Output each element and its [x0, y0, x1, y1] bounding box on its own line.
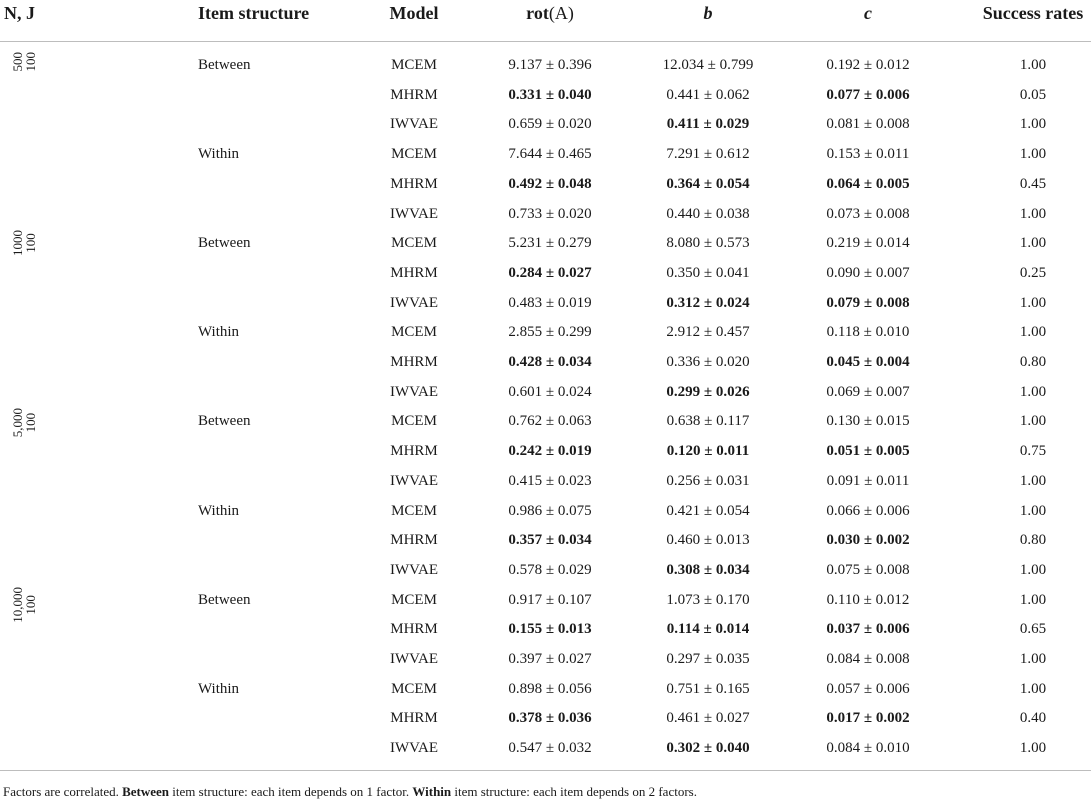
- table-row: [0, 466, 1091, 496]
- model-cell-text: IWVAE: [389, 651, 439, 667]
- rot-cell-text: 0.492 ± 0.048: [508, 175, 592, 192]
- success-rate-cell-text: 1.00: [1019, 205, 1047, 222]
- nj-n-value: 5,000: [10, 408, 25, 438]
- item-structure-cell: [198, 674, 239, 704]
- rot-cell-text: 0.601 ± 0.024: [508, 383, 592, 400]
- success-rate-cell-text: 1.00: [1019, 57, 1047, 73]
- success-rate-cell-text: 0.45: [1019, 175, 1047, 192]
- item-structure-cell: [198, 228, 250, 258]
- b-cell-text: 1.073 ± 0.170: [666, 591, 750, 608]
- table-row: [0, 199, 1091, 229]
- model-cell-text: MHRM: [390, 86, 438, 103]
- success-rate-cell-text: 0.80: [1019, 354, 1047, 370]
- model-cell-text: MHRM: [390, 354, 438, 370]
- table-row: [0, 377, 1091, 407]
- b-cell-text: 0.114 ± 0.014: [666, 621, 750, 638]
- table-footnote: [3, 784, 697, 800]
- success-rate-cell-text: 1.00: [1019, 413, 1047, 430]
- model-cell-text: IWVAE: [389, 116, 439, 133]
- item-structure-cell-text: Between: [198, 57, 251, 73]
- b-cell-text: 0.440 ± 0.038: [666, 205, 750, 222]
- nj-n-value: 1000: [10, 230, 25, 257]
- model-cell-text: IWVAE: [389, 383, 439, 400]
- table-row: [0, 496, 1091, 526]
- c-cell-text: 0.017 ± 0.002: [826, 710, 910, 727]
- header-c: c: [864, 3, 872, 23]
- success-rate-cell-text: 1.00: [1019, 591, 1047, 608]
- model-cell-text: IWVAE: [389, 740, 439, 757]
- c-cell-text: 0.084 ± 0.010: [826, 740, 910, 757]
- rot-cell-text: 5.231 ± 0.279: [508, 235, 592, 252]
- success-rate-cell-text: 1.00: [1019, 116, 1047, 133]
- item-structure-cell: [198, 585, 250, 615]
- model-cell-text: MHRM: [390, 710, 438, 727]
- c-cell-text: 0.064 ± 0.005: [826, 175, 910, 192]
- success-rate-cell-text: 1.00: [1019, 294, 1047, 311]
- c-cell-text: 0.030 ± 0.002: [826, 532, 910, 549]
- c-cell-text: 0.219 ± 0.014: [826, 235, 910, 252]
- table-row: [0, 50, 1091, 80]
- b-cell-text: 0.336 ± 0.020: [666, 354, 750, 370]
- footnote-part-3: item structure: each item depends on 2 factors.: [451, 784, 697, 799]
- nj-j-value: 100: [23, 233, 38, 253]
- table-row: [0, 733, 1091, 763]
- rot-cell-text: 0.578 ± 0.029: [508, 561, 592, 578]
- success-rate-cell-text: 1.00: [1019, 472, 1047, 489]
- rot-cell-text: 0.378 ± 0.036: [508, 710, 592, 727]
- table-row: [0, 406, 1091, 436]
- model-cell-text: IWVAE: [389, 294, 439, 311]
- rot-cell-text: 0.357 ± 0.034: [508, 532, 592, 549]
- rot-cell-text: 0.331 ± 0.040: [508, 86, 592, 103]
- b-cell-text: 0.308 ± 0.034: [666, 561, 750, 578]
- table-row: [0, 644, 1091, 674]
- rot-cell-text: 0.483 ± 0.019: [508, 294, 592, 311]
- model-cell-text: MHRM: [390, 621, 438, 638]
- footnote-within: Within: [412, 784, 452, 799]
- header-rot-bold: rot: [526, 3, 549, 23]
- item-structure-cell-text: Between: [198, 591, 251, 608]
- rot-cell-text: 0.762 ± 0.063: [508, 413, 592, 430]
- header-divider: [0, 41, 1091, 42]
- c-cell-text: 0.118 ± 0.010: [826, 324, 910, 341]
- rot-cell-text: 2.855 ± 0.299: [508, 324, 592, 341]
- success-rate-cell-text: 1.00: [1019, 502, 1047, 519]
- b-cell-text: 0.302 ± 0.040: [666, 740, 750, 757]
- success-rate-cell-text: 0.65: [1019, 621, 1047, 638]
- model-cell-text: MCEM: [391, 57, 437, 73]
- model-cell-text: MCEM: [391, 324, 437, 341]
- b-cell-text: 0.297 ± 0.035: [666, 651, 750, 667]
- model-cell-text: MHRM: [390, 532, 438, 549]
- item-structure-cell-text: Within: [198, 680, 240, 697]
- b-cell-text: 0.350 ± 0.041: [666, 264, 750, 281]
- item-structure-cell-text: Within: [198, 324, 240, 341]
- rot-cell-text: 0.428 ± 0.034: [508, 354, 592, 370]
- nj-j-value: 100: [23, 594, 38, 615]
- c-cell-text: 0.037 ± 0.006: [826, 621, 910, 638]
- model-cell-text: IWVAE: [389, 472, 439, 489]
- c-cell-text: 0.073 ± 0.008: [826, 205, 910, 222]
- footnote-part-1: Factors are correlated.: [3, 784, 123, 799]
- nj-j-value: 100: [23, 52, 38, 72]
- nj-n-value: 10,000: [10, 586, 25, 623]
- success-rate-cell-text: 1.00: [1019, 324, 1047, 341]
- c-cell-text: 0.051 ± 0.005: [826, 443, 910, 460]
- header-rot-suffix: (A): [548, 3, 574, 23]
- table-row: [0, 674, 1091, 704]
- header-b: b: [703, 3, 713, 23]
- rot-cell-text: 0.659 ± 0.020: [508, 116, 592, 133]
- success-rate-cell-text: 1.00: [1019, 235, 1047, 252]
- success-rate-cell-text: 0.40: [1019, 710, 1047, 727]
- c-cell-text: 0.075 ± 0.008: [826, 561, 910, 578]
- success-rate-cell-text: 1.00: [1019, 740, 1047, 757]
- b-cell-text: 0.421 ± 0.054: [666, 502, 750, 519]
- rot-cell-text: 0.415 ± 0.023: [508, 472, 592, 489]
- item-structure-cell-text: Between: [198, 413, 251, 430]
- model-cell-text: MCEM: [391, 502, 437, 519]
- table-row: [0, 109, 1091, 139]
- rot-cell-text: 0.986 ± 0.075: [508, 502, 592, 519]
- b-cell-text: 7.291 ± 0.612: [666, 146, 750, 163]
- model-cell-text: MHRM: [390, 175, 438, 192]
- nj-n-value: 500: [10, 52, 25, 72]
- b-cell-text: 0.256 ± 0.031: [666, 472, 750, 489]
- success-rate-cell-text: 1.00: [1019, 383, 1047, 400]
- table-row: [0, 80, 1091, 110]
- c-cell-text: 0.079 ± 0.008: [826, 294, 910, 311]
- rot-cell-text: 0.917 ± 0.107: [508, 591, 592, 608]
- c-cell-text: 0.090 ± 0.007: [826, 264, 910, 281]
- rot-cell-text: 0.284 ± 0.027: [508, 264, 592, 281]
- table-row: [0, 525, 1091, 555]
- item-structure-cell: [198, 496, 239, 526]
- success-rate-cell-text: 1.00: [1019, 146, 1047, 163]
- table-row: [0, 614, 1091, 644]
- item-structure-cell: [198, 317, 239, 347]
- c-cell-text: 0.084 ± 0.008: [826, 651, 910, 667]
- success-rate-cell-text: 1.00: [1019, 651, 1047, 667]
- item-structure-cell-text: Between: [198, 235, 251, 252]
- table-row: [0, 555, 1091, 585]
- rot-cell-text: 9.137 ± 0.396: [508, 57, 592, 73]
- c-cell-text: 0.091 ± 0.011: [826, 472, 910, 489]
- model-cell-text: MCEM: [391, 235, 437, 252]
- b-cell-text: 0.460 ± 0.013: [666, 532, 750, 549]
- success-rate-cell-text: 0.75: [1019, 443, 1047, 460]
- c-cell-text: 0.069 ± 0.007: [826, 383, 910, 400]
- c-cell-text: 0.066 ± 0.006: [826, 502, 910, 519]
- table-row: [0, 228, 1091, 258]
- table-row: [0, 258, 1091, 288]
- model-cell-text: IWVAE: [389, 205, 439, 222]
- model-cell-text: MCEM: [391, 591, 437, 608]
- table-row: [0, 317, 1091, 347]
- c-cell-text: 0.081 ± 0.008: [826, 116, 910, 133]
- rot-cell-text: 0.397 ± 0.027: [508, 651, 592, 667]
- c-cell-text: 0.192 ± 0.012: [826, 57, 910, 73]
- model-cell-text: MCEM: [391, 680, 437, 697]
- footnote-part-2: item structure: each item depends on 1 factor.: [169, 784, 413, 799]
- rot-cell-text: 0.733 ± 0.020: [508, 205, 592, 222]
- model-cell-text: IWVAE: [389, 561, 439, 578]
- b-cell-text: 0.312 ± 0.024: [666, 294, 750, 311]
- header-rot: [526, 3, 574, 24]
- b-cell-text: 8.080 ± 0.573: [666, 235, 750, 252]
- success-rate-cell-text: 0.25: [1019, 264, 1047, 281]
- b-cell-text: 0.638 ± 0.117: [666, 413, 750, 430]
- b-cell-text: 12.034 ± 0.799: [662, 57, 754, 73]
- c-cell-text: 0.153 ± 0.011: [826, 146, 910, 163]
- success-rate-cell-text: 0.05: [1019, 86, 1047, 103]
- item-structure-cell: [198, 139, 239, 169]
- model-cell-text: MCEM: [391, 413, 437, 430]
- b-cell-text: 0.120 ± 0.011: [666, 443, 750, 460]
- table-row: [0, 169, 1091, 199]
- rot-cell-text: 0.898 ± 0.056: [508, 680, 592, 697]
- rot-cell-text: 7.644 ± 0.465: [508, 146, 592, 163]
- c-cell-text: 0.130 ± 0.015: [826, 413, 910, 430]
- c-cell-text: 0.057 ± 0.006: [826, 680, 910, 697]
- b-cell-text: 0.461 ± 0.027: [666, 710, 750, 727]
- success-rate-cell-text: 1.00: [1019, 561, 1047, 578]
- header-nj: N, J: [4, 3, 35, 23]
- rot-cell-text: 0.155 ± 0.013: [508, 621, 592, 638]
- b-cell-text: 0.411 ± 0.029: [666, 116, 750, 133]
- model-cell-text: MHRM: [390, 264, 438, 281]
- item-structure-cell: [198, 50, 250, 80]
- model-cell-text: MCEM: [391, 146, 437, 163]
- header-model: Model: [389, 3, 439, 23]
- table-row: [0, 585, 1091, 615]
- footnote-between: Between: [122, 784, 170, 799]
- table-header: [0, 0, 1091, 42]
- c-cell-text: 0.110 ± 0.012: [826, 591, 910, 608]
- success-rate-cell-text: 1.00: [1019, 680, 1047, 697]
- nj-j-value: 100: [23, 413, 38, 433]
- rot-cell-text: 0.242 ± 0.019: [508, 443, 592, 460]
- b-cell-text: 0.441 ± 0.062: [666, 86, 750, 103]
- item-structure-cell-text: Within: [198, 146, 240, 163]
- table-row: [0, 347, 1091, 377]
- b-cell-text: 0.751 ± 0.165: [666, 680, 750, 697]
- model-cell-text: MHRM: [390, 443, 438, 460]
- table-row: [0, 139, 1091, 169]
- rot-cell-text: 0.547 ± 0.032: [508, 740, 592, 757]
- header-item-structure: Item structure: [198, 3, 310, 23]
- c-cell-text: 0.077 ± 0.006: [826, 86, 910, 103]
- header-success-rates: Success rates: [982, 3, 1084, 23]
- b-cell-text: 0.299 ± 0.026: [666, 383, 750, 400]
- item-structure-cell: [198, 406, 250, 436]
- table-row: [0, 288, 1091, 318]
- b-cell-text: 0.364 ± 0.054: [666, 175, 750, 192]
- item-structure-cell-text: Within: [198, 502, 240, 519]
- table-bottom-divider: [0, 770, 1091, 771]
- table-row: [0, 436, 1091, 466]
- success-rate-cell-text: 0.80: [1019, 532, 1047, 549]
- c-cell-text: 0.045 ± 0.004: [826, 354, 910, 370]
- table-row: [0, 703, 1091, 733]
- b-cell-text: 2.912 ± 0.457: [666, 324, 750, 341]
